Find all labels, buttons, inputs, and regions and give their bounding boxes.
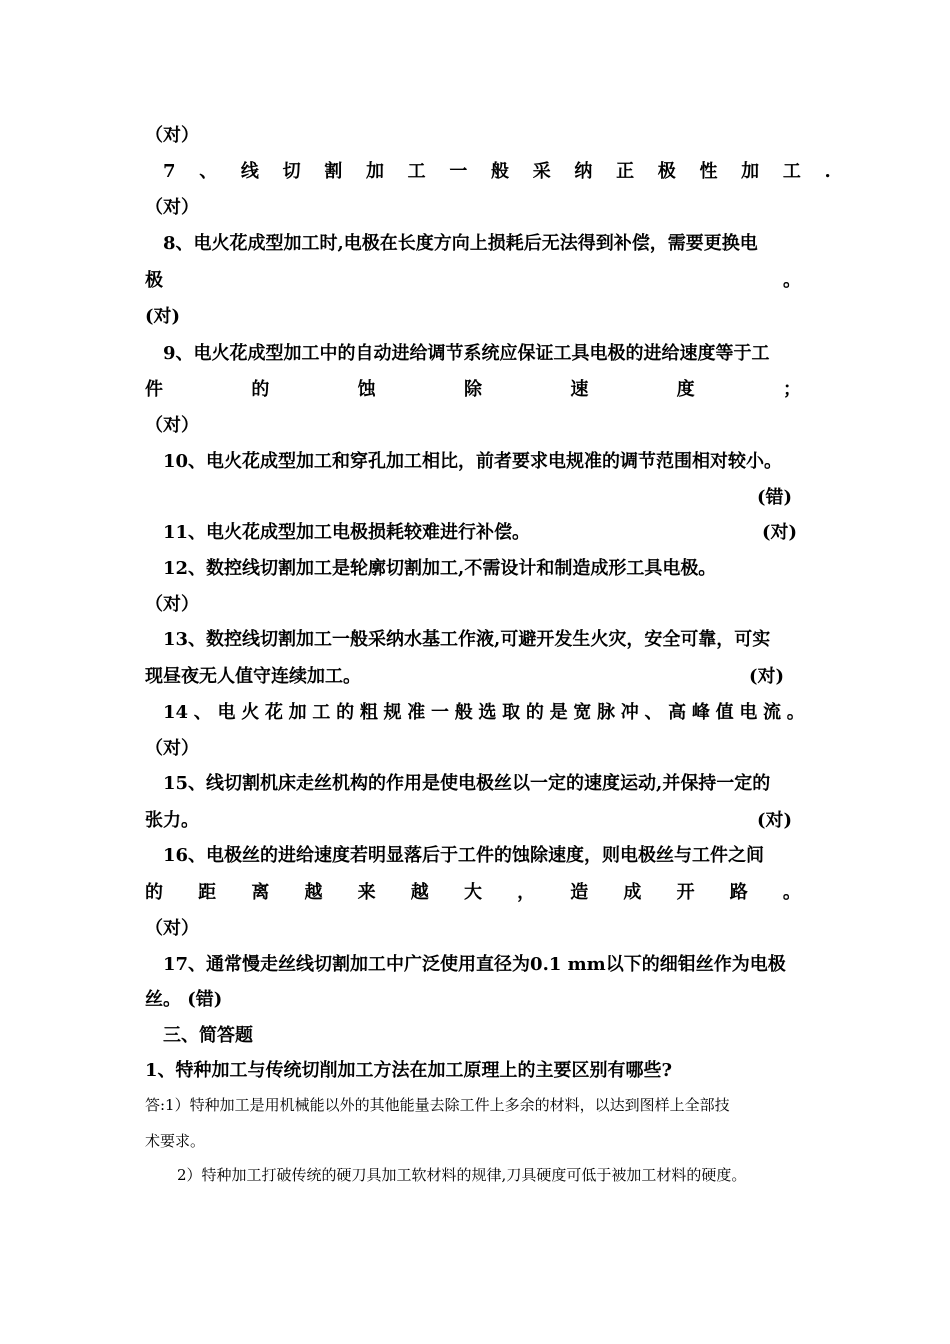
justified-char: 极 xyxy=(657,161,676,182)
justified-char: 。 xyxy=(782,882,801,903)
justified-char: 值 xyxy=(715,702,734,723)
justified-char: 加 xyxy=(741,161,760,182)
answer-mark: （对） xyxy=(145,738,199,759)
justified-char: . xyxy=(824,161,831,182)
justified-char: 工 xyxy=(312,702,331,723)
justified-char: 准 xyxy=(407,702,426,723)
justified-char: 割 xyxy=(324,161,343,182)
justified-char: 大 xyxy=(463,882,482,903)
justified-char: 选 xyxy=(478,702,497,723)
answer-paragraph: 2）特种加工打破传统的硬刀具加工软材料的规律,刀具硬度可低于被加工材料的硬度。 xyxy=(177,1166,747,1184)
section-heading: 三、简答题 xyxy=(163,1025,253,1046)
justified-char: 距 xyxy=(198,882,217,903)
justified-char: 般 xyxy=(491,161,510,182)
justified-char: 。 xyxy=(786,702,805,723)
justified-char: 14 xyxy=(163,702,189,723)
answer-mark: (对) xyxy=(145,306,181,327)
answer-mark: （对） xyxy=(145,125,199,146)
justified-char: 、 xyxy=(199,161,218,182)
justified-char: 开 xyxy=(676,882,695,903)
question-12: 12、数控线切割加工是轮廓切割加工,不需设计和制造成形工具电极。 xyxy=(163,558,717,579)
justified-char: 粗 xyxy=(359,702,378,723)
justified-char: 度 xyxy=(676,379,695,400)
justified-char: 路 xyxy=(729,882,748,903)
question-15-continued: 张力。 xyxy=(145,810,199,831)
short-answer-question-1: 1、特种加工与传统切削加工方法在加工原理上的主要区别有哪些? xyxy=(145,1060,673,1081)
answer-paragraph: 答:1）特种加工是用机械能以外的其他能量去除工件上多余的材料，以达到图样上全部技 xyxy=(145,1096,730,1114)
justified-char: 高 xyxy=(668,702,687,723)
justified-char: 电 xyxy=(739,702,758,723)
question-16: 16、电极丝的进给速度若明显落后于工件的蚀除速度，则电极丝与工件之间 xyxy=(163,845,765,866)
justified-char: 取 xyxy=(502,702,521,723)
justified-char: 纳 xyxy=(574,161,593,182)
question-13: 13、数控线切割加工一般采纳水基工作液,可避开发生火灾，安全可靠，可实 xyxy=(163,629,771,650)
justified-char: 造 xyxy=(570,882,589,903)
justified-char: 冲 xyxy=(620,702,639,723)
answer-mark: (错) xyxy=(757,487,793,508)
justified-char: 的 xyxy=(145,882,163,903)
question-17: 17、通常慢走丝线切割加工中广泛使用直径为0.1 mm以下的细钼丝作为电极 xyxy=(163,954,786,975)
justified-char: 蚀 xyxy=(357,379,376,400)
justified-char: 采 xyxy=(532,161,551,182)
justified-char: 。 xyxy=(783,270,801,291)
question-10: 10、电火花成型加工和穿孔加工相比，前者要求电规准的调节范围相对较小。 xyxy=(163,451,783,472)
answer-mark: (对) xyxy=(762,522,798,543)
answer-mark: （对） xyxy=(145,197,199,218)
question-11: 11、电火花成型加工电极损耗较难进行补偿。 xyxy=(163,522,531,543)
answer-mark: (对) xyxy=(757,810,793,831)
justified-char: 越 xyxy=(410,882,429,903)
answer-mark: （对） xyxy=(145,415,199,436)
question-7 xyxy=(163,163,831,181)
question-16-continued xyxy=(145,884,801,902)
justified-char: 加 xyxy=(288,702,307,723)
justified-char: 工 xyxy=(782,161,801,182)
justified-char: 来 xyxy=(357,882,376,903)
question-9: 9、电火花成型加工中的自动进给调节系统应保证工具电极的进给速度等于工 xyxy=(163,343,770,364)
justified-char: 一 xyxy=(449,161,468,182)
justified-char: 离 xyxy=(251,882,270,903)
justified-char: 花 xyxy=(264,702,283,723)
answer-mark: (对) xyxy=(749,666,785,687)
question-9-continued xyxy=(145,381,801,399)
answer-mark: （对） xyxy=(145,918,199,939)
answer-mark: （对） xyxy=(145,594,199,615)
question-13-continued: 现昼夜无人值守连续加工。 xyxy=(145,666,361,687)
justified-char: 一 xyxy=(430,702,449,723)
answer-paragraph-continued: 术要求。 xyxy=(145,1132,206,1150)
justified-char: 宽 xyxy=(573,702,592,723)
justified-char: 成 xyxy=(623,882,642,903)
justified-char: 的 xyxy=(525,702,544,723)
justified-char: 、 xyxy=(644,702,663,723)
justified-char: 的 xyxy=(336,702,355,723)
justified-char: 除 xyxy=(463,379,482,400)
justified-char: 的 xyxy=(251,379,270,400)
justified-char: 极 xyxy=(145,270,163,291)
question-17-continued: 丝。 (错) xyxy=(145,989,223,1010)
justified-char: 脉 xyxy=(597,702,615,723)
justified-char: 火 xyxy=(241,702,260,723)
justified-char: 越 xyxy=(304,882,323,903)
justified-char: 般 xyxy=(454,702,473,723)
justified-char: 规 xyxy=(383,702,402,723)
justified-char: 件 xyxy=(145,379,163,400)
question-8: 8、电火花成型加工时,电极在长度方向上损耗后无法得到补偿，需要更换电 xyxy=(163,233,758,254)
justified-char: 7 xyxy=(163,161,176,182)
justified-char: 加 xyxy=(365,161,384,182)
justified-char: 电 xyxy=(217,702,236,723)
justified-char: 线 xyxy=(240,161,259,182)
justified-char: 工 xyxy=(407,161,426,182)
justified-char: 正 xyxy=(616,161,635,182)
justified-char: 流 xyxy=(763,702,782,723)
justified-char: 性 xyxy=(699,161,718,182)
question-8-continued xyxy=(145,272,801,290)
question-15: 15、线切割机床走丝机构的作用是使电极丝以一定的速度运动,并保持一定的 xyxy=(163,773,771,794)
justified-char: 切 xyxy=(282,161,301,182)
question-14 xyxy=(163,704,805,722)
justified-char: 、 xyxy=(193,702,212,723)
justified-char: ； xyxy=(782,379,801,400)
justified-char: ， xyxy=(517,882,536,903)
justified-char: 峰 xyxy=(691,702,710,723)
justified-char: 是 xyxy=(549,702,568,723)
justified-char: 速 xyxy=(570,379,589,400)
